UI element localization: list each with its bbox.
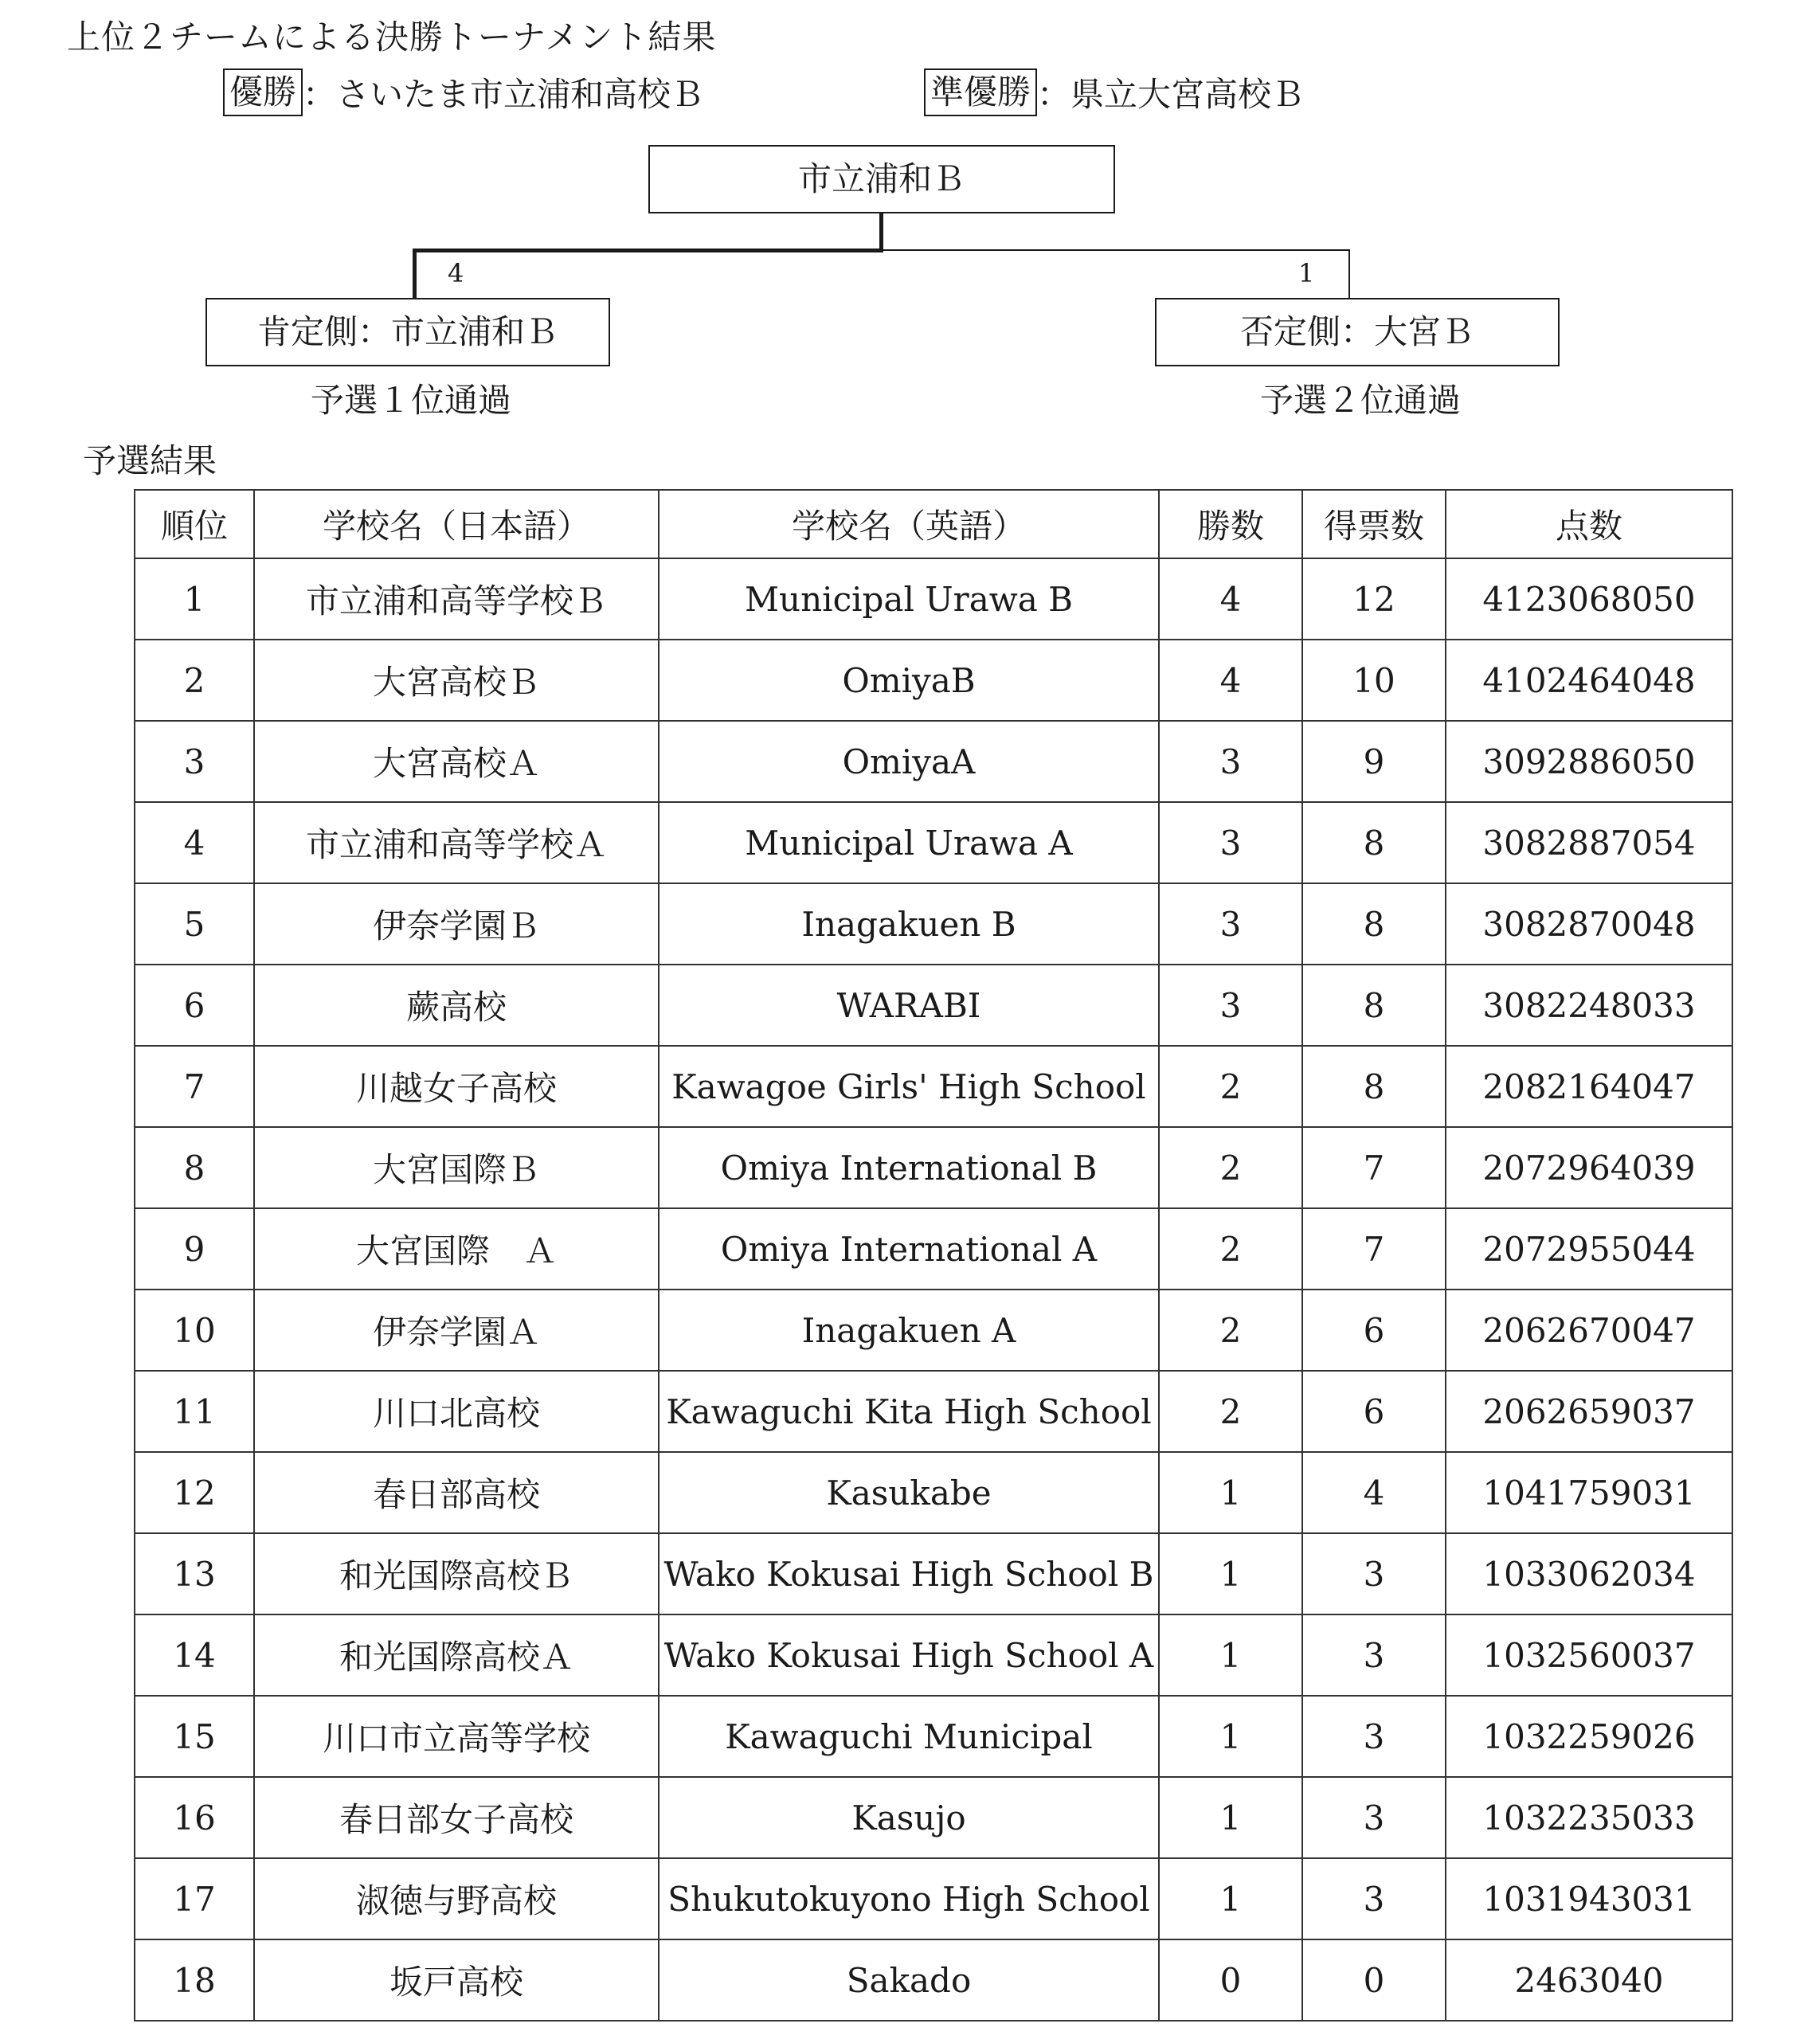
cell-votes: 3 [1302, 1696, 1446, 1777]
cell-school-en: Kawaguchi Kita High School [659, 1371, 1159, 1452]
table-row [135, 1452, 1732, 1533]
cell-school-ja: 大宮国際Ｂ [254, 1127, 659, 1208]
cell-points: 1032235033 [1446, 1777, 1732, 1858]
cell-points: 3092886050 [1446, 721, 1732, 802]
cell-school-ja: 春日部女子高校 [254, 1777, 659, 1858]
affirmative-seed: 予選１位通過 [311, 381, 512, 420]
cell-points: 4123068050 [1446, 558, 1732, 640]
cell-school-ja: 大宮高校Ａ [254, 721, 659, 802]
negative-score: 1 [1298, 258, 1315, 288]
table-row [135, 1371, 1732, 1452]
cell-votes: 0 [1302, 1939, 1446, 2021]
bracket-line-champion-stem [879, 213, 883, 252]
cell-school-ja: 蕨高校 [254, 965, 659, 1046]
cell-rank: 6 [135, 965, 254, 1046]
table-row [135, 965, 1732, 1046]
cell-school-en: Wako Kokusai High School A [659, 1614, 1159, 1696]
cell-votes: 9 [1302, 721, 1446, 802]
cell-school-ja: 和光国際高校Ｂ [254, 1533, 659, 1614]
cell-points: 2082164047 [1446, 1046, 1732, 1127]
cell-wins: 1 [1159, 1614, 1302, 1696]
cell-wins: 2 [1159, 1290, 1302, 1371]
cell-wins: 2 [1159, 1371, 1302, 1452]
cell-wins: 2 [1159, 1127, 1302, 1208]
table-row [135, 883, 1732, 965]
cell-rank: 9 [135, 1208, 254, 1290]
cell-rank: 14 [135, 1614, 254, 1696]
cell-votes: 7 [1302, 1208, 1446, 1290]
cell-points: 2072964039 [1446, 1127, 1732, 1208]
prelim-title: 予選結果 [83, 441, 217, 480]
table-row [135, 1208, 1732, 1290]
cell-points: 2463040 [1446, 1939, 1732, 2021]
cell-votes: 4 [1302, 1452, 1446, 1533]
cell-school-ja: 大宮国際 Ａ [254, 1208, 659, 1290]
cell-school-ja: 坂戸高校 [254, 1939, 659, 2021]
cell-points: 1032259026 [1446, 1696, 1732, 1777]
cell-school-en: Shukutokuyono High School [659, 1858, 1159, 1939]
cell-school-en: OmiyaA [659, 721, 1159, 802]
affirmative-box: 肯定側：市立浦和Ｂ [205, 298, 610, 366]
cell-points: 3082870048 [1446, 883, 1732, 965]
cell-wins: 1 [1159, 1696, 1302, 1777]
cell-school-ja: 伊奈学園Ａ [254, 1290, 659, 1371]
table-row [135, 1939, 1732, 2021]
cell-votes: 3 [1302, 1858, 1446, 1939]
cell-wins: 2 [1159, 1046, 1302, 1127]
cell-school-ja: 大宮高校Ｂ [254, 640, 659, 721]
table-row [135, 1858, 1732, 1939]
cell-school-ja: 市立浦和高等学校Ｂ [254, 558, 659, 640]
cell-points: 3082887054 [1446, 802, 1732, 883]
cell-school-ja: 川口市立高等学校 [254, 1696, 659, 1777]
cell-rank: 12 [135, 1452, 254, 1533]
cell-wins: 1 [1159, 1533, 1302, 1614]
cell-wins: 1 [1159, 1777, 1302, 1858]
cell-wins: 4 [1159, 558, 1302, 640]
bracket-line-winner-horizontal [413, 249, 883, 252]
cell-points: 2062670047 [1446, 1290, 1732, 1371]
cell-school-en: WARABI [659, 965, 1159, 1046]
page-heading: 上位２チームによる決勝トーナメント結果 [67, 18, 717, 57]
cell-school-ja: 川口北高校 [254, 1371, 659, 1452]
winner-line [223, 68, 704, 116]
table-row [135, 1127, 1732, 1208]
header-rank: 順位 [135, 490, 254, 558]
cell-votes: 8 [1302, 883, 1446, 965]
cell-rank: 1 [135, 558, 254, 640]
cell-rank: 8 [135, 1127, 254, 1208]
cell-votes: 6 [1302, 1290, 1446, 1371]
cell-school-en: Omiya International A [659, 1208, 1159, 1290]
table-row [135, 1696, 1732, 1777]
header-wins: 勝数 [1159, 490, 1302, 558]
cell-wins: 1 [1159, 1452, 1302, 1533]
table-row [135, 1777, 1732, 1858]
cell-school-ja: 伊奈学園Ｂ [254, 883, 659, 965]
cell-votes: 8 [1302, 1046, 1446, 1127]
cell-rank: 13 [135, 1533, 254, 1614]
cell-wins: 3 [1159, 883, 1302, 965]
bracket-line-winner-drop [413, 249, 417, 298]
cell-votes: 10 [1302, 640, 1446, 721]
header-votes: 得票数 [1302, 490, 1446, 558]
cell-school-en: Kasukabe [659, 1452, 1159, 1533]
table-header-row [135, 490, 1732, 558]
cell-points: 2072955044 [1446, 1208, 1732, 1290]
cell-wins: 4 [1159, 640, 1302, 721]
cell-school-en: Wako Kokusai High School B [659, 1533, 1159, 1614]
runnerup-name: ：県立大宮高校Ｂ [1037, 75, 1305, 114]
cell-votes: 8 [1302, 965, 1446, 1046]
cell-points: 3082248033 [1446, 965, 1732, 1046]
cell-rank: 17 [135, 1858, 254, 1939]
cell-school-en: OmiyaB [659, 640, 1159, 721]
cell-points: 1031943031 [1446, 1858, 1732, 1939]
cell-wins: 0 [1159, 1939, 1302, 2021]
table-row [135, 558, 1732, 640]
table-row [135, 1533, 1732, 1614]
cell-points: 2062659037 [1446, 1371, 1732, 1452]
cell-votes: 3 [1302, 1614, 1446, 1696]
cell-school-en: Municipal Urawa A [659, 802, 1159, 883]
table-body [135, 558, 1732, 2021]
cell-votes: 6 [1302, 1371, 1446, 1452]
cell-wins: 3 [1159, 802, 1302, 883]
cell-points: 1032560037 [1446, 1614, 1732, 1696]
cell-school-ja: 淑徳与野高校 [254, 1858, 659, 1939]
winner-tag: 優勝 [223, 68, 303, 116]
cell-school-en: Inagakuen A [659, 1290, 1159, 1371]
cell-school-en: Inagakuen B [659, 883, 1159, 965]
cell-rank: 7 [135, 1046, 254, 1127]
table-row [135, 640, 1732, 721]
bracket-line-loser-drop [1348, 249, 1350, 298]
cell-school-ja: 春日部高校 [254, 1452, 659, 1533]
cell-school-ja: 川越女子高校 [254, 1046, 659, 1127]
cell-rank: 11 [135, 1371, 254, 1452]
cell-wins: 1 [1159, 1858, 1302, 1939]
cell-votes: 12 [1302, 558, 1446, 640]
table-row [135, 721, 1732, 802]
cell-points: 1033062034 [1446, 1533, 1732, 1614]
cell-wins: 3 [1159, 721, 1302, 802]
cell-rank: 5 [135, 883, 254, 965]
runnerup-line [924, 68, 1305, 116]
cell-rank: 16 [135, 1777, 254, 1858]
cell-wins: 2 [1159, 1208, 1302, 1290]
negative-box: 否定側：大宮Ｂ [1155, 298, 1560, 366]
runnerup-tag: 準優勝 [924, 68, 1037, 116]
cell-votes: 8 [1302, 802, 1446, 883]
cell-rank: 15 [135, 1696, 254, 1777]
header-school-en: 学校名（英語） [659, 490, 1159, 558]
cell-school-ja: 市立浦和高等学校Ａ [254, 802, 659, 883]
cell-votes: 3 [1302, 1533, 1446, 1614]
cell-rank: 18 [135, 1939, 254, 2021]
table-row [135, 1614, 1732, 1696]
cell-wins: 3 [1159, 965, 1302, 1046]
prelim-results-table [134, 489, 1733, 2021]
cell-school-ja: 和光国際高校Ａ [254, 1614, 659, 1696]
cell-rank: 10 [135, 1290, 254, 1371]
cell-rank: 4 [135, 802, 254, 883]
table-row [135, 1290, 1732, 1371]
cell-school-en: Kawaguchi Municipal [659, 1696, 1159, 1777]
cell-rank: 2 [135, 640, 254, 721]
table-row [135, 802, 1732, 883]
negative-seed: 予選２位通過 [1260, 381, 1462, 420]
cell-points: 1041759031 [1446, 1452, 1732, 1533]
cell-school-en: Kawagoe Girls' High School [659, 1046, 1159, 1127]
winner-name: ：さいたま市立浦和高校Ｂ [303, 75, 705, 114]
cell-school-en: Sakado [659, 1939, 1159, 2021]
table-row [135, 1046, 1732, 1127]
cell-school-en: Omiya International B [659, 1127, 1159, 1208]
affirmative-score: 4 [448, 258, 464, 288]
bracket-line-loser-horizontal [883, 249, 1350, 251]
cell-rank: 3 [135, 721, 254, 802]
header-points: 点数 [1446, 490, 1732, 558]
cell-school-en: Municipal Urawa B [659, 558, 1159, 640]
cell-points: 4102464048 [1446, 640, 1732, 721]
champion-box: 市立浦和Ｂ [648, 145, 1115, 213]
header-school-ja: 学校名（日本語） [254, 490, 659, 558]
cell-votes: 7 [1302, 1127, 1446, 1208]
cell-school-en: Kasujo [659, 1777, 1159, 1858]
cell-votes: 3 [1302, 1777, 1446, 1858]
